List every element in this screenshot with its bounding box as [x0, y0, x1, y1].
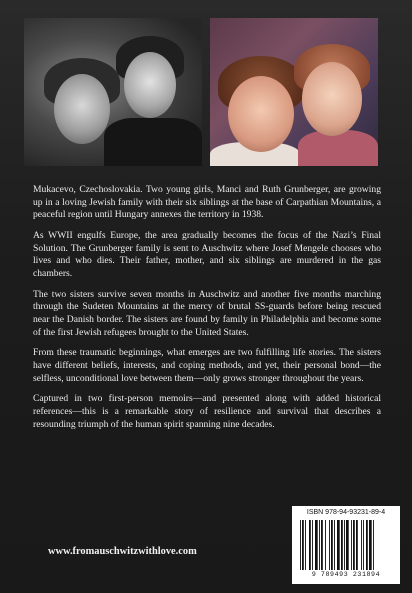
barcode-bar	[321, 520, 323, 570]
barcode-bar	[356, 520, 358, 570]
blurb-paragraph: The two sisters survive seven months in Auschwitz and another five months marching through the Sudeten Mountains at the mercy of brutal SS-guards before being rescued near the Danish border. The sisters are found by family in Philadelphia and become some of the first Jewish refugees brought to the United States.	[33, 288, 381, 338]
barcode-bar	[363, 520, 364, 570]
clothing	[298, 130, 378, 166]
barcode-bar	[369, 520, 372, 570]
isbn-label: ISBN 978-94-93231-89-4	[306, 509, 386, 516]
barcode-bar	[309, 520, 311, 570]
face	[124, 52, 176, 118]
barcode-bar	[305, 520, 306, 570]
barcode-bar	[325, 520, 326, 570]
barcode-bar	[361, 520, 362, 570]
barcode-bar	[353, 520, 355, 570]
blurb-paragraph: Mukacevo, Czechoslovakia. Two young girls, Manci and Ruth Grunberger, are growing up in a loving Jewish family with their six siblings at the base of Carpathian Mountains, a peaceful region until Hungary annexes the territory in 1938.	[33, 184, 381, 221]
barcode-bar	[331, 520, 333, 570]
barcode-bar	[329, 520, 330, 570]
barcode-bar	[302, 520, 304, 570]
blurb-paragraph: From these traumatic beginnings, what emerges are two fulfilling life stories. The sisters have different beliefs, interests, and coping methods, and yet, their personal bond—the selfless, unconditional love between them—only grows stronger throughout the years.	[33, 347, 381, 384]
adult-photo	[210, 18, 378, 166]
barcode-bar	[334, 520, 335, 570]
barcode-bar	[312, 520, 313, 570]
barcode-bar	[366, 520, 368, 570]
barcode-bars	[298, 520, 394, 570]
barcode-bar	[337, 520, 340, 570]
childhood-photo	[24, 18, 202, 166]
face	[228, 76, 294, 152]
barcode-bar	[315, 520, 318, 570]
face	[302, 62, 362, 136]
barcode-digits: 9 789493 231894	[311, 571, 381, 578]
barcode-bar	[300, 520, 301, 570]
face	[54, 74, 110, 144]
isbn-barcode	[292, 506, 400, 584]
barcode-bar	[373, 520, 374, 570]
barcode-bar	[344, 520, 345, 570]
barcode-bar	[319, 520, 320, 570]
blurb-paragraph: Captured in two first-person memoirs—and presented along with added historical references—this is a remarkable story of resilience and survival that describes a resounding triumph of the human spirit spanning nine decades.	[33, 393, 381, 430]
coat	[104, 118, 202, 166]
website-url: www.fromauschwitzwithlove.com	[48, 546, 197, 557]
barcode-bar	[346, 520, 349, 570]
barcode-bar	[351, 520, 352, 570]
barcode-bar	[341, 520, 343, 570]
blurb-paragraph: As WWII engulfs Europe, the area gradually becomes the focus of the Nazi’s Final Solution. The Grunberger family is sent to Auschwitz where Josef Mengele chooses who lives and who dies. Their father, mother, and six siblings are murdered in the gas chambers.	[33, 229, 381, 279]
blurb-text	[33, 184, 381, 439]
